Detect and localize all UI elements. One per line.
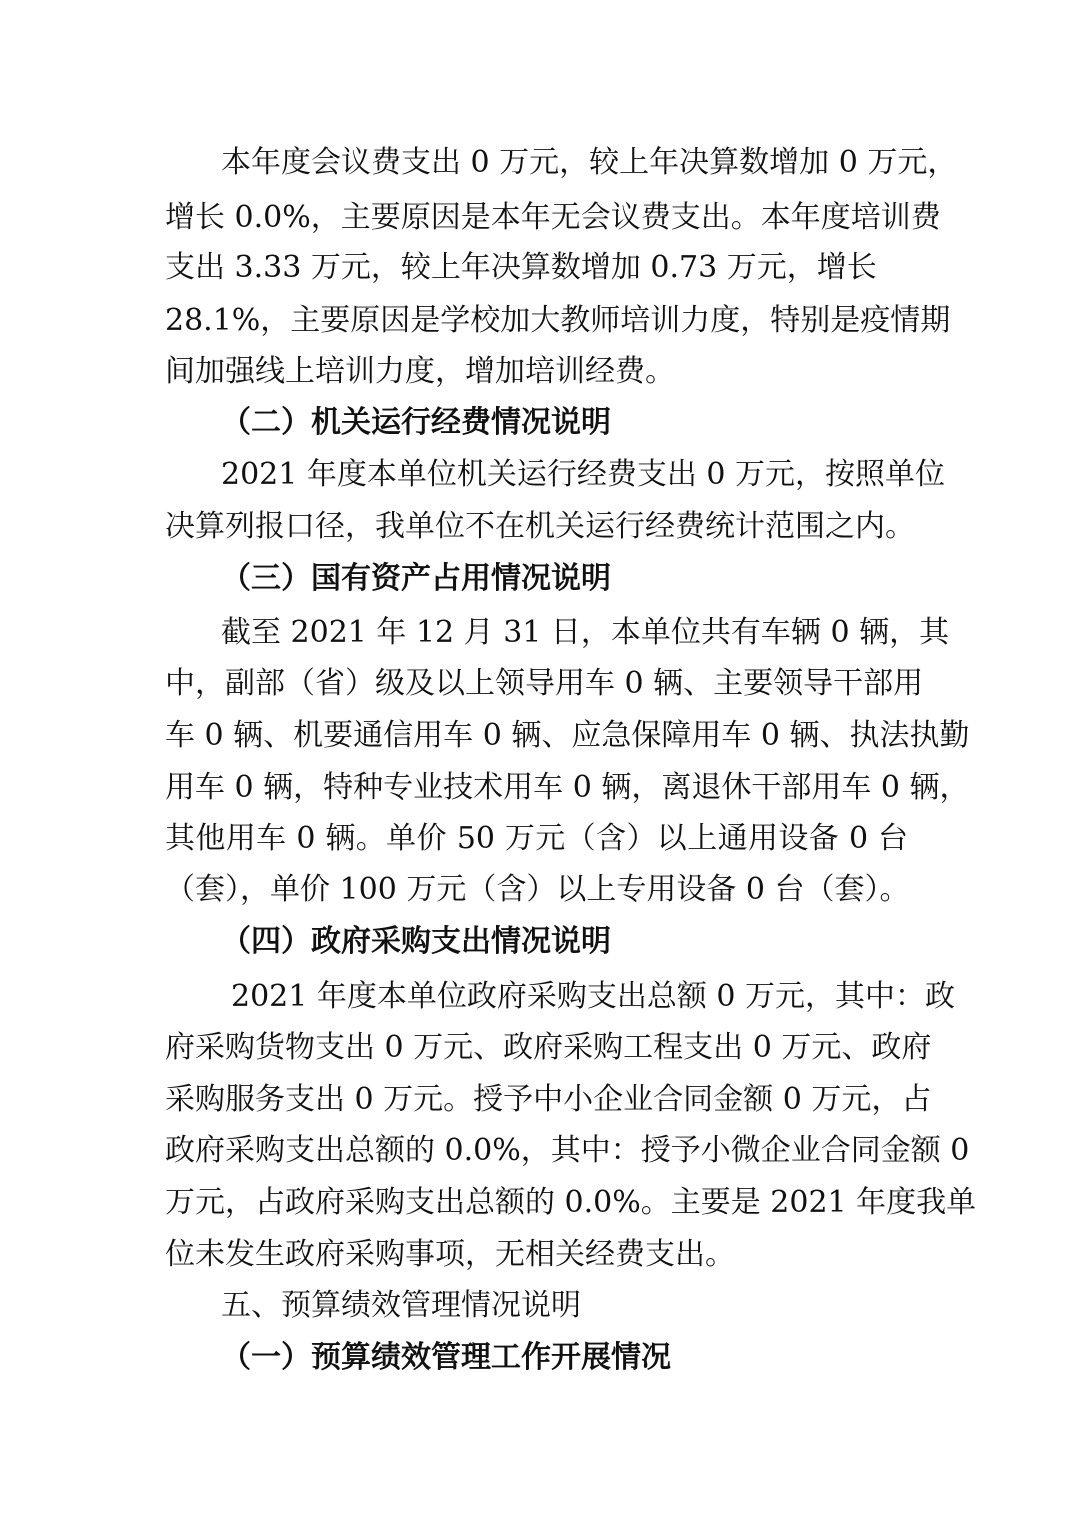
section-heading: （一）预算绩效管理工作开展情况 [221, 1340, 671, 1375]
section-heading: （三）国有资产占用情况说明 [221, 561, 611, 596]
paragraph-line: （套），单价 100 万元（含）以上专用设备 0 台（套）。 [165, 872, 910, 907]
paragraph-line: 间加强线上培训力度，增加培训经费。 [165, 354, 675, 389]
paragraph-line: 2021 年度本单位机关运行经费支出 0 万元，按照单位 [221, 457, 946, 492]
paragraph-line: 中，副部（省）级及以上领导用车 0 辆、主要领导干部用 [165, 666, 924, 701]
paragraph-line: 位未发生政府采购事项，无相关经费支出。 [165, 1237, 735, 1272]
paragraph-line: 万元，占政府采购支出总额的 0.0%。主要是 2021 年度我单 [165, 1185, 977, 1220]
paragraph-line: 截至 2021 年 12 月 31 日，本单位共有车辆 0 辆，其 [221, 615, 950, 650]
paragraph-line: 政府采购支出总额的 0.0%，其中：授予小微企业合同金额 0 [165, 1133, 970, 1168]
paragraph-line: 本年度会议费支出 0 万元，较上年决算数增加 0 万元， [221, 145, 958, 180]
paragraph-line: 其他用车 0 辆。单价 50 万元（含）以上通用设备 0 台 [165, 821, 908, 856]
paragraph-line: 2021 年度本单位政府采购支出总额 0 万元，其中：政 [231, 979, 956, 1014]
paragraph-line: 府采购货物支出 0 万元、政府采购工程支出 0 万元、政府 [165, 1030, 932, 1065]
paragraph-line: 决算列报口径，我单位不在机关运行经费统计范围之内。 [165, 509, 915, 544]
paragraph-line: 车 0 辆、机要通信用车 0 辆、应急保障用车 0 辆、执法执勤 [165, 718, 970, 753]
section-title: 五、预算绩效管理情况说明 [221, 1288, 581, 1323]
paragraph-line: 用车 0 辆，特种专业技术用车 0 辆，离退休干部用车 0 辆， [165, 770, 970, 805]
section-heading: （二）机关运行经费情况说明 [221, 405, 611, 440]
paragraph-line: 支出 3.33 万元，较上年决算数增加 0.73 万元，增长 [165, 250, 877, 285]
paragraph-line: 采购服务支出 0 万元。授予中小企业合同金额 0 万元，占 [165, 1082, 932, 1117]
paragraph-line: 28.1%，主要原因是学校加大教师培训力度，特别是疫情期 [165, 303, 951, 338]
section-heading: （四）政府采购支出情况说明 [221, 924, 611, 959]
paragraph-line: 增长 0.0%，主要原因是本年无会议费支出。本年度培训费 [165, 200, 941, 235]
